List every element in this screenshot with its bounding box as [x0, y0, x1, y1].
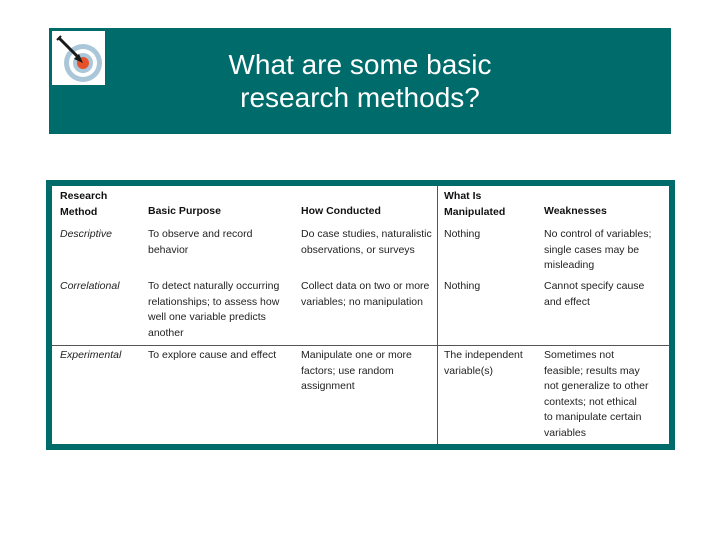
row-descriptive-weaknesses [544, 227, 651, 274]
text-line: well one variable predicts [148, 311, 266, 323]
title-line-1: What are some basic [228, 49, 492, 80]
row-descriptive-method: Descriptive [60, 228, 112, 240]
text-line: Nothing [444, 280, 481, 292]
header-how-conducted: How Conducted [301, 205, 381, 217]
text-line: to manipulate certain [544, 411, 642, 423]
text-line: misleading [544, 259, 595, 271]
row-correlational-manipulated [444, 279, 480, 295]
text-line: not generalize to other [544, 380, 649, 392]
text-line: feasible; results may [544, 364, 640, 377]
research-methods-table [52, 186, 669, 444]
row-descriptive-purpose [148, 227, 252, 258]
text-line: To observe and record [148, 228, 253, 240]
row-correlational-conducted [301, 279, 429, 310]
column-divider [437, 186, 438, 444]
target-arrow-icon [52, 31, 105, 85]
text-line: Cannot specify cause [544, 280, 645, 292]
text-line: Collect data on two or more [301, 280, 430, 292]
text-line: relationships; to assess how [148, 295, 280, 308]
row-descriptive-manipulated [444, 227, 480, 243]
text-line: The independent [444, 349, 523, 361]
header-method-line-1: Research [60, 190, 108, 202]
row-experimental-manipulated [444, 348, 523, 379]
text-line: factors; use random [301, 364, 394, 377]
row-descriptive-conducted [301, 227, 432, 258]
row-correlational-weaknesses [544, 279, 644, 310]
text-line: observations, or surveys [301, 243, 415, 256]
text-line: To explore cause and effect [148, 349, 277, 361]
text-line: Manipulate one or more [301, 349, 412, 361]
header-manipulated-line-1: What Is [444, 190, 482, 202]
text-line: contexts; not ethical [544, 395, 637, 408]
row-experimental-conducted [301, 348, 412, 395]
text-line: behavior [148, 243, 189, 256]
header-basic-purpose: Basic Purpose [148, 205, 221, 217]
row-correlational-method: Correlational [60, 280, 120, 292]
slide-title [160, 48, 560, 114]
header-research-method [60, 189, 107, 220]
header-weaknesses: Weaknesses [544, 205, 607, 217]
text-line: assignment [301, 380, 355, 392]
header-manipulated-line-2: Manipulated [444, 205, 506, 218]
text-line: Nothing [444, 228, 481, 240]
text-line: Do case studies, naturalistic [301, 228, 432, 240]
text-line: variables [544, 426, 587, 439]
text-line: Sometimes not [544, 349, 615, 361]
text-line: No control of variables; [544, 228, 652, 240]
row-experimental-weaknesses [544, 348, 649, 441]
text-line: To detect naturally occurring [148, 280, 280, 292]
header-method-line-2: Method [60, 205, 98, 218]
title-line-2: research methods? [240, 82, 480, 113]
row-experimental-purpose [148, 348, 276, 364]
text-line: another [148, 326, 184, 339]
text-line: variables; no manipulation [301, 295, 423, 308]
text-line: single cases may be [544, 243, 640, 256]
row-experimental-method: Experimental [60, 349, 122, 361]
row-correlational-purpose [148, 279, 279, 341]
text-line: and effect [544, 295, 590, 308]
header-what-is-manipulated [444, 189, 505, 220]
row-divider [52, 345, 669, 346]
text-line: variable(s) [444, 364, 494, 377]
